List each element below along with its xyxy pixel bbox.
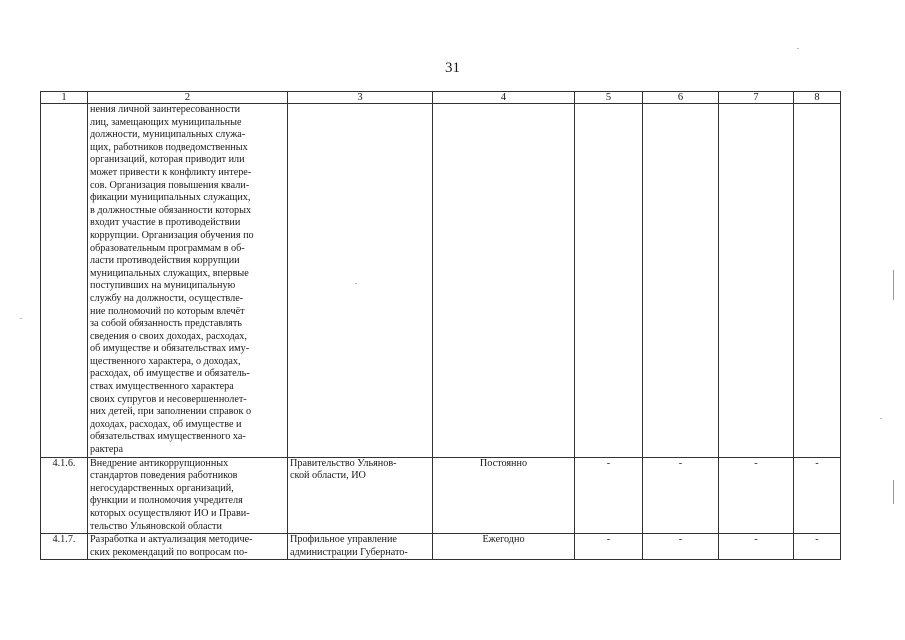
executor-cell: [288, 534, 433, 560]
text-line: доходах, расходах, об имуществе и: [90, 418, 242, 430]
text-line: своих супругов и несовершеннолет-: [90, 393, 247, 405]
text-line: об имуществе и обязательствах иму-: [90, 343, 250, 355]
text-line: фикации муниципальных служащих,: [90, 192, 251, 204]
measure-description-cell: [88, 104, 288, 458]
table-row: [41, 534, 841, 560]
term-cell: [433, 104, 575, 458]
executor-cell: [288, 457, 433, 534]
value-cell: -: [719, 534, 794, 560]
executor-cell: [288, 104, 433, 458]
value-cell: [643, 104, 719, 458]
text-line: щих, работников подведомственных: [90, 141, 248, 153]
column-header: 5: [575, 92, 643, 104]
text-line: администрации Губернато-: [290, 546, 408, 558]
text-line: Внедрение антикоррупционных: [90, 457, 229, 469]
measure-description-cell: [88, 457, 288, 534]
text-line: щественного характера, о доходах,: [90, 355, 241, 367]
column-header: 6: [643, 92, 719, 104]
text-line: тельство Ульяновской области: [90, 520, 222, 532]
value-cell: -: [794, 534, 841, 560]
text-line: расходах, об имуществе и обязатель-: [90, 368, 250, 380]
scan-speck: [797, 48, 799, 49]
text-line: образовательным программам в об-: [90, 242, 245, 254]
column-header: 1: [41, 92, 88, 104]
text-line: в должностные обязанности которых: [90, 204, 252, 216]
value-cell: [794, 104, 841, 458]
text-line: организаций, которая приводит или: [90, 154, 245, 166]
text-line: которых осуществляют ИО и Прави-: [90, 508, 250, 519]
row-number-cell: 4.1.6.: [41, 457, 88, 534]
text-line: ствах имущественного характера: [90, 381, 234, 393]
text-line: обязательствах имущественного ха-: [90, 431, 246, 443]
value-cell: [575, 104, 643, 458]
text-line: сведения о своих доходах, расходах,: [90, 330, 247, 342]
value-cell: -: [575, 457, 643, 534]
scan-speck: [20, 318, 22, 319]
table-row: [41, 457, 841, 534]
text-line: лиц, замещающих муниципальные: [90, 116, 242, 128]
text-line: за собой обязанность представлять: [90, 318, 242, 330]
row-number-cell: 4.1.7.: [41, 534, 88, 560]
scan-speck: [355, 283, 357, 284]
text-line: ской области, ИО: [290, 470, 366, 482]
value-cell: -: [794, 457, 841, 534]
text-line: Правительство Ульянов-: [290, 457, 397, 469]
text-line: входит участие в противодействии: [90, 217, 241, 229]
scan-edge-mark: [893, 480, 894, 504]
text-line: ских рекомендаций по вопросам по-: [90, 546, 248, 558]
text-line: них детей, при заполнении справок о: [90, 406, 252, 418]
value-cell: -: [643, 457, 719, 534]
text-line: муниципальных служащих, впервые: [90, 267, 249, 279]
text-line: Разработка и актуализация методиче-: [90, 534, 253, 546]
text-line: негосударственных организаций,: [90, 482, 234, 494]
column-header: 2: [88, 92, 288, 104]
text-line: должности, муниципальных служа-: [90, 129, 246, 141]
text-line: Профильное управление: [290, 534, 397, 546]
scan-speck: [880, 418, 882, 419]
text-line: ние полномочий по которым влечёт: [90, 305, 245, 317]
text-line: рактера: [90, 444, 124, 456]
column-header: 3: [288, 92, 433, 104]
scan-edge-mark: [893, 270, 894, 300]
measure-description-cell: [88, 534, 288, 560]
row-number-cell: [41, 104, 88, 458]
text-line: ласти противодействия коррупции: [90, 255, 240, 267]
text-line: функции и полномочия учредителя: [90, 495, 243, 507]
measures-table: [40, 91, 841, 560]
text-line: службу на должности, осуществле-: [90, 292, 244, 304]
column-number-row: [41, 92, 841, 104]
term-cell: Ежегодно: [433, 534, 575, 560]
text-line: сов. Организация повышения квали-: [90, 179, 250, 191]
column-header: 7: [719, 92, 794, 104]
column-header: 4: [433, 92, 575, 104]
value-cell: -: [575, 534, 643, 560]
text-line: может привести к конфликту интере-: [90, 166, 252, 178]
text-line: нения личной заинтересованности: [90, 104, 241, 115]
text-line: коррупции. Организация обучения по: [90, 229, 254, 241]
value-cell: -: [643, 534, 719, 560]
value-cell: [719, 104, 794, 458]
text-line: поступивших на муниципальную: [90, 280, 236, 292]
text-line: стандартов поведения работников: [90, 470, 238, 482]
term-cell: Постоянно: [433, 457, 575, 534]
table-row-continuation: [41, 104, 841, 458]
page-number: 31: [445, 60, 460, 76]
column-header: 8: [794, 92, 841, 104]
value-cell: -: [719, 457, 794, 534]
